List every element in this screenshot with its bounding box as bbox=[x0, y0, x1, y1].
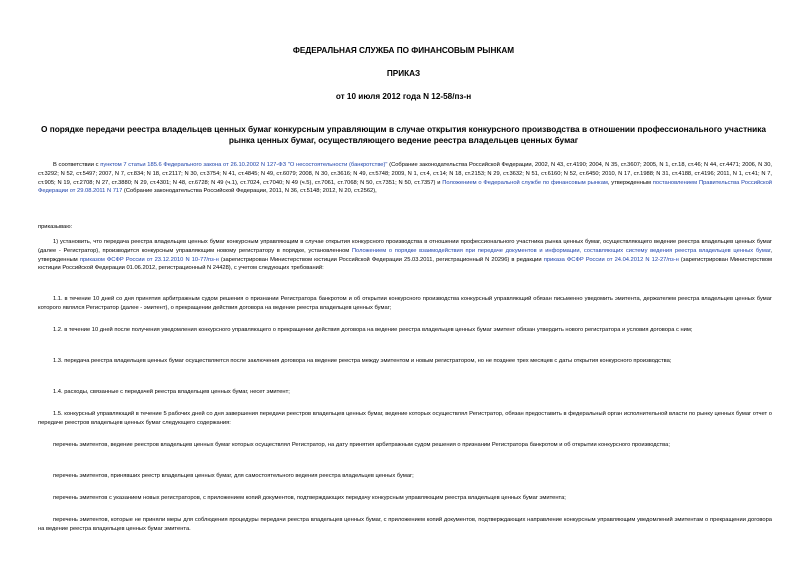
preamble-text: (Собрание законодательства Российской Федерации, 2011, N 36, ст.5148; 2012, N 20, ст.2562), bbox=[122, 188, 377, 195]
preamble-text: В соответствии с bbox=[53, 162, 101, 168]
subitem-1-1: 1.1. в течение 10 дней со дня принятия арбитражным судом решения о признании Регистратора банкротом и об открытии конкурсного производства конкурсный управляющий обязан письменно уведомить эмитента, держателем реестра владельцев ценных бумаг которого являлся Регистратор (далее - эмитент), о прекращении действия договора на ведение реестра владельцев ценных бумаг; bbox=[38, 296, 772, 311]
item-1-paragraph bbox=[38, 238, 772, 273]
regulation-link[interactable]: Положением о Федеральной службе по финансовым рынкам bbox=[442, 179, 608, 186]
order-word: приказываю: bbox=[38, 224, 73, 230]
item-text: , утвержденным bbox=[38, 247, 772, 263]
government-decree-link[interactable]: постановлением Правительства Российской Федерации от 29.08.2011 N 717 bbox=[38, 179, 772, 195]
fsfr-amendment-link[interactable]: приказа ФСФР России от 24.04.2012 N 12-27/пз-н bbox=[543, 256, 679, 263]
subitem-1-3: 1.3. передача реестра владельцев ценных бумаг осуществляется после заключения договора на ведение реестра между эмитентом и новым регистратором, но не позднее трех месяцев с даты открытия конкурсного производства; bbox=[53, 358, 672, 364]
list-item-noncompliant-issuers: перечень эмитентов, которые не приняли меры для соблюдения процедуры передачи реестра владельцев ценных бумаг, с приложением копий документов, подтверждающих направление конкурсным управляющим уведомлений эмитентам о прекращении договора на ведение реестра владельцев ценных бумаг эмитента. bbox=[38, 517, 772, 532]
law-link[interactable]: пунктом 7 статьи 185.6 Федерального закона от 26.10.2002 N 127-ФЗ "О несостоятельности (банкротстве)" bbox=[100, 162, 388, 168]
document-date-number: от 10 июля 2012 года N 12-58/пз-н bbox=[335, 92, 472, 101]
item-text: (зарегистрирован Министерством юстиции Российской Федерации 25.03.2011, регистрационный N 20296) в редакции bbox=[218, 256, 544, 263]
list-item-issuers-on-date: перечень эмитентов, ведение реестров владельцев ценных бумаг которых осуществлял Регистратор, на дату принятия арбитражным судом решения о признании Регистратора банкротом и об открытии конкурсного производства; bbox=[53, 442, 670, 448]
item-text: (зарегистрирован Министерством юстиции Российской Федерации 01.06.2012, регистрационный N 24428), с учетом следующих требований: bbox=[38, 256, 773, 272]
subitem-1-5: 1.5. конкурсный управляющий в течение 5 рабочих дней со дня завершения передачи реестров владельцев ценных бумаг, ведение которых осуществлял Регистратор, обязан предоставить в федеральный орган исполнительной власти по рынку ценных бумаг отчет о передаче реестров владельцев ценных бумаг следующего содержания: bbox=[38, 411, 772, 426]
agency-name: ФЕДЕРАЛЬНАЯ СЛУЖБА ПО ФИНАНСОВЫМ РЫНКАМ bbox=[292, 46, 515, 55]
document-type: ПРИКАЗ bbox=[386, 69, 421, 78]
list-item-new-registrars: перечень эмитентов с указанием новых регистраторов, с приложением копий документов, подтверждающих передачу конкурсным управляющим реестра владельцев ценных бумаг эмитента; bbox=[53, 495, 566, 501]
subitem-1-4: 1.4. расходы, связанные с передачей реестра владельцев ценных бумаг, несет эмитент; bbox=[53, 389, 290, 395]
preamble-text: , утвержденным bbox=[607, 179, 653, 186]
document-title: О порядке передачи реестра владельцев ценных бумаг конкурсным управляющим в случае открытия конкурсного производства в отношении профессионального участника рынка ценных бумаг, осуществляющего ведение реестра владельцев ценных бумаг bbox=[40, 124, 767, 145]
preamble-text: (Собрание законодательства Российской Федерации, 2002, N 43, ст.4190; 2004, N 35, ст.3607; 2005, N 1, ст.18, ст.46; N 44, ст.4471; 2006, N 30, ст.3292; N 52, ст.5497; 2007, N 7, ст.834; N 18, ст.2117; N 30, ст.3754; N 41, ст.4845; N 49, ст.6079; 2008, N 30, ст.3616; N 49, ст.5748; 2009, N 1, ст.4, ст.14; N 18, ст.2153; N 29, ст.3632; N 51, ст.6160; N 52, ст.6450; 2010, N 17, ст.1988; N 31, ст.4188, ст.4196; 2011, N 1, ст.41; N 7, ст.905; N 19, ст.2708; N 27, ст.3880; N 29, ст.4301; N 48, ст.6728; N 49 (ч.1), ст.7024, ст.7040; N 49 (ч.5), ст.7061, ст.7068; N 50, ст.7351; N 50, ст.7357) и bbox=[38, 162, 773, 186]
list-item-self-maintained: перечень эмитентов, принявших реестр владельцев ценных бумаг, для самостоятельного ведения реестра владельцев ценных бумаг; bbox=[53, 473, 414, 479]
subitem-1-2: 1.2. в течение 10 дней после получения уведомления конкурсного управляющего о прекращении действия договора на ведение реестра владельцев ценных бумаг эмитент обязан утвердить нового регистратора и условия договора с ним; bbox=[53, 327, 693, 333]
fsfr-order-link[interactable]: приказом ФСФР России от 23.12.2010 N 10-77/пз-н bbox=[79, 256, 219, 263]
preamble-paragraph bbox=[38, 161, 772, 196]
item-text: 1) установить, что передача реестра владельцев ценных бумаг конкурсным управляющим в случае открытия конкурсного производства в отношении профессионального участника рынка ценных бумаг, осуществляющего ведение реестра владельцев ценных бумаг (далее - Регистратор), производится конкурсным управляющим новому регистратору в порядке, установленном bbox=[38, 239, 772, 254]
interaction-regulation-link[interactable]: Положением о порядке взаимодействия при передаче документов и информации, составляющих систему ведения реестра владельцев ценных бумаг bbox=[351, 247, 771, 254]
